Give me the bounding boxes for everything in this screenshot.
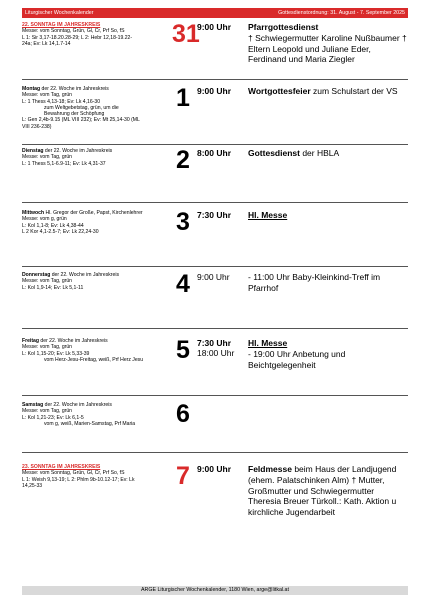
- liturgy-line: Messe: vom Tag, grün: [22, 408, 73, 415]
- header-title: Liturgischer Wochenkalender: [25, 10, 94, 16]
- day-title: Donnerstag: [22, 272, 51, 278]
- service-title: Hl. Messe: [248, 210, 288, 220]
- day-number: 3: [176, 208, 190, 236]
- service-details: der HBLA: [299, 148, 340, 158]
- service-entry: [248, 464, 408, 518]
- liturgy-line: Messe: vom Tag, grün: [22, 344, 73, 351]
- service-details: - 11:00 Uhr Baby-Kleinkind-Treff im Pfarrhof: [248, 272, 381, 293]
- day-block-31: [22, 22, 408, 80]
- day-subtitle: der 22. Woche im Jahreskreis: [38, 338, 108, 344]
- service-details: beim Haus der Landjugend (ehem. Palatschinken Alm) † Mutter, Großmutter und Schwiegermutter Theresia Breuer Türkoll.: Kath. Aktion u kirchliche Jugendarbeit: [248, 464, 397, 518]
- day-liturgy-info: [22, 22, 172, 47]
- liturgy-line: Messe: vom Sonntag, Grün, Gl, Cr, Prf So, fS: [22, 470, 125, 477]
- liturgy-line-indented: vom g, weiß, Marien-Samstag, Prf Maria: [44, 420, 136, 427]
- day-block-1: [22, 86, 408, 145]
- liturgy-line: Messe: vom Tag, grün: [22, 154, 73, 161]
- service-title: Gottesdienst: [248, 148, 300, 158]
- day-liturgy-info: [22, 148, 172, 167]
- day-block-7: [22, 464, 408, 574]
- day-title: Mittwoch: [22, 210, 45, 216]
- liturgy-line: VIII 236-238): [22, 123, 52, 130]
- service-title: Wortgottesfeier: [248, 86, 311, 96]
- day-title: Freitag: [22, 338, 39, 344]
- service-details: zum Schulstart der VS: [310, 86, 398, 96]
- day-number: 4: [176, 270, 190, 298]
- header-date-range: Gottesdienstordnung: 31. August - 7. September 2025: [278, 10, 405, 16]
- day-number: 31: [172, 20, 200, 48]
- day-block-2: [22, 148, 408, 203]
- day-liturgy-info: [22, 464, 172, 489]
- day-number: 7: [176, 462, 190, 490]
- service-time: 7:30 Uhr: [197, 210, 232, 220]
- service-entry: [248, 86, 408, 97]
- liturgy-line-indented: Bewahrung der Schöpfung: [44, 111, 105, 118]
- liturgy-line-indented: vom Herz-Jesu-Freitag, weiß, Prf Herz Jesu: [44, 356, 144, 363]
- liturgy-line: Messe: vom Sonntag, Grün, Gl, Cr, Prf So, fS: [22, 28, 125, 35]
- service-time: 9:00 Uhr: [197, 272, 230, 282]
- service-entry: [248, 272, 408, 294]
- day-block-4: [22, 272, 408, 329]
- day-title: Montag: [22, 86, 41, 92]
- service-details: † Schwiegermutter Karoline Nußbaumer † Eltern Leopold und Juliane Eder, Ferdinand und Maria Ziegler: [248, 32, 407, 65]
- day-title: Samstag: [22, 402, 44, 408]
- liturgy-line: Messe: vom g, grün: [22, 216, 67, 223]
- service-time: 8:00 Uhr: [197, 148, 232, 158]
- liturgy-line: 24a; Ev: Lk 14,1.7-14: [22, 40, 71, 47]
- day-title: Dienstag: [22, 148, 44, 154]
- service-title: Pfarrgottesdienst: [248, 22, 319, 32]
- day-liturgy-info: [22, 272, 172, 291]
- liturgy-line: L 1: Sir 3,17-18.20.28-29; L 2: Hebr 12,18-19.22-: [22, 34, 133, 41]
- day-block-6: [22, 402, 408, 453]
- liturgy-line: 14,25-33: [22, 482, 43, 489]
- service-time: 7:30 Uhr 18:00 Uhr: [197, 338, 235, 358]
- service-entry: [248, 22, 408, 65]
- service-entry: [248, 210, 408, 221]
- service-time: 9:00 Uhr: [197, 86, 232, 96]
- day-number: 6: [176, 400, 190, 428]
- day-liturgy-info: [22, 338, 172, 363]
- liturgy-line: L 2 Kor 4,1-2.5-7; Ev: Lk 22,24-30: [22, 228, 99, 235]
- service-time: 9:00 Uhr: [197, 22, 232, 32]
- calendar-header: [22, 8, 408, 18]
- liturgy-line: L 1: Weish 9,13-19; L 2: Phlm 9b-10.12-17; Ev: Lk: [22, 476, 135, 483]
- day-liturgy-info: [22, 402, 172, 427]
- liturgy-line: L: 1 Thess 4,13-18; Ev: Lk 4,16-30: [22, 98, 101, 105]
- service-title: Hl. Messe: [248, 338, 288, 348]
- day-liturgy-info: [22, 210, 172, 235]
- day-subtitle: Hl. Gregor der Große, Papst, Kirchenlehrer: [44, 210, 143, 216]
- liturgy-line: L: Kol 1,1-8; Ev: Lk 4,38-44: [22, 222, 84, 229]
- liturgy-line-indented: zum Weltgebetstag, grün, um die: [44, 104, 119, 111]
- day-subtitle: der 22. Woche im Jahreskreis: [43, 402, 112, 408]
- day-liturgy-info: [22, 86, 172, 130]
- liturgy-line: L: 1 Thess 5,1-6.9-11; Ev: Lk 4,31-37: [22, 160, 106, 167]
- liturgy-line: L: Kol 1,15-20; Ev: Lk 5,33-39: [22, 350, 90, 357]
- day-number: 1: [176, 84, 190, 112]
- day-subtitle: der 22. Woche im Jahreskreis: [40, 86, 109, 92]
- liturgy-line: L: Kol 1,21-23; Ev: Lk 6,1-5: [22, 414, 84, 421]
- liturgy-line: L: Kol 1,9-14; Ev: Lk 5,1-11: [22, 284, 84, 291]
- day-title: 23. SONNTAG IM JAHRESKREIS: [22, 464, 101, 470]
- service-details: - 19:00 Uhr Anbetung und Beichtgelegenheit: [248, 348, 346, 370]
- liturgy-line: Messe: vom Tag, grün: [22, 92, 73, 99]
- day-subtitle: der 22. Woche im Jahreskreis: [43, 148, 113, 154]
- day-number: 5: [176, 336, 190, 364]
- service-entry: [248, 338, 408, 370]
- day-subtitle: der 22. Woche im Jahreskreis: [50, 272, 120, 278]
- service-entry: [248, 148, 408, 159]
- service-time-2: 18:00 Uhr: [197, 348, 235, 358]
- liturgy-line: L: Gen 2,4b-9.15 (ML VIII 232); Ev: Mt 25,14-30 (ML: [22, 117, 140, 124]
- day-block-3: [22, 210, 408, 267]
- day-number: 2: [176, 146, 190, 174]
- liturgy-line: Messe: vom Tag, grün: [22, 278, 73, 285]
- day-block-5: [22, 338, 408, 396]
- calendar-footer: ARGE Liturgischer Wochenkalender, 1180 Wien, arge@litkal.at: [22, 586, 408, 595]
- day-title: 22. SONNTAG IM JAHRESKREIS: [22, 22, 101, 28]
- service-title: Feldmesse: [248, 464, 292, 474]
- service-time: 9:00 Uhr: [197, 464, 232, 474]
